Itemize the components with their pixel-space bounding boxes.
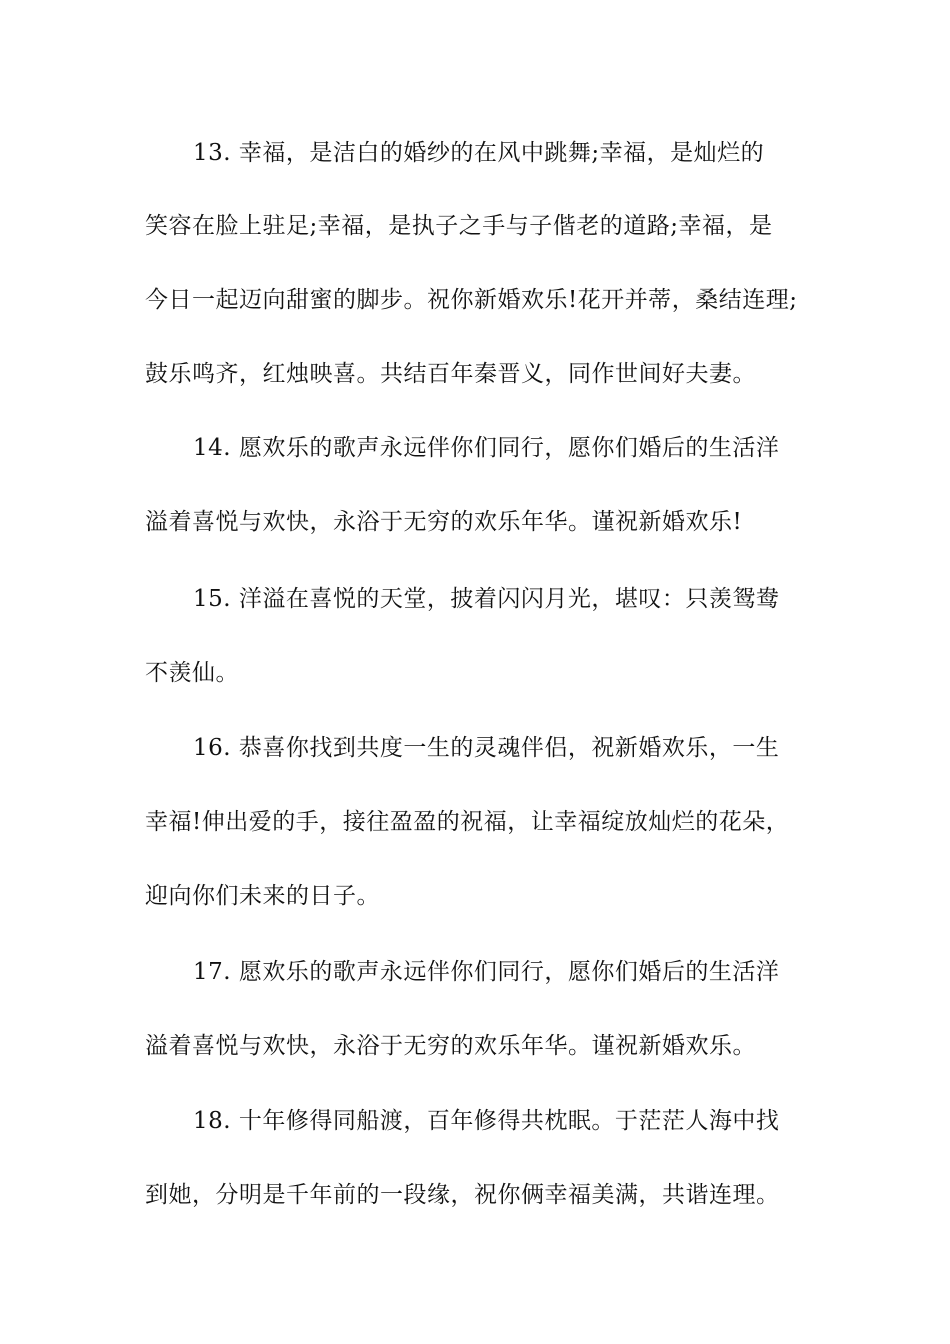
text-line: 笑容在脸上驻足;幸福，是执子之手与子偕老的道路;幸福，是 bbox=[145, 213, 773, 239]
text-line: 16. 恭喜你找到共度一生的灵魂伴侣，祝新婚欢乐，一生 bbox=[193, 735, 780, 761]
text-line: 到她，分明是千年前的一段缘，祝你俩幸福美满，共谐连理。 bbox=[145, 1182, 780, 1208]
text-line: 15. 洋溢在喜悦的天堂，披着闪闪月光，堪叹：只羡鸳鸯 bbox=[193, 586, 780, 612]
text-line: 13. 幸福，是洁白的婚纱的在风中跳舞;幸福，是灿烂的 bbox=[193, 140, 765, 166]
text-line: 幸福!伸出爱的手，接往盈盈的祝福，让幸福绽放灿烂的花朵， bbox=[145, 809, 790, 835]
text-line: 不羡仙。 bbox=[145, 660, 239, 686]
text-line: 14. 愿欢乐的歌声永远伴你们同行，愿你们婚后的生活洋 bbox=[193, 435, 780, 461]
text-line: 17. 愿欢乐的歌声永远伴你们同行，愿你们婚后的生活洋 bbox=[193, 959, 780, 985]
text-line: 溢着喜悦与欢快，永浴于无穷的欢乐年华。谨祝新婚欢乐! bbox=[145, 509, 743, 535]
text-line: 溢着喜悦与欢快，永浴于无穷的欢乐年华。谨祝新婚欢乐。 bbox=[145, 1033, 756, 1059]
text-line: 迎向你们未来的日子。 bbox=[145, 883, 380, 909]
text-line: 18. 十年修得同船渡，百年修得共枕眠。于茫茫人海中找 bbox=[193, 1108, 780, 1134]
text-line: 今日一起迈向甜蜜的脚步。祝你新婚欢乐!花开并蒂，桑结连理; bbox=[145, 287, 798, 313]
text-line: 鼓乐鸣齐，红烛映喜。共结百年秦晋义，同作世间好夫妻。 bbox=[145, 361, 756, 387]
